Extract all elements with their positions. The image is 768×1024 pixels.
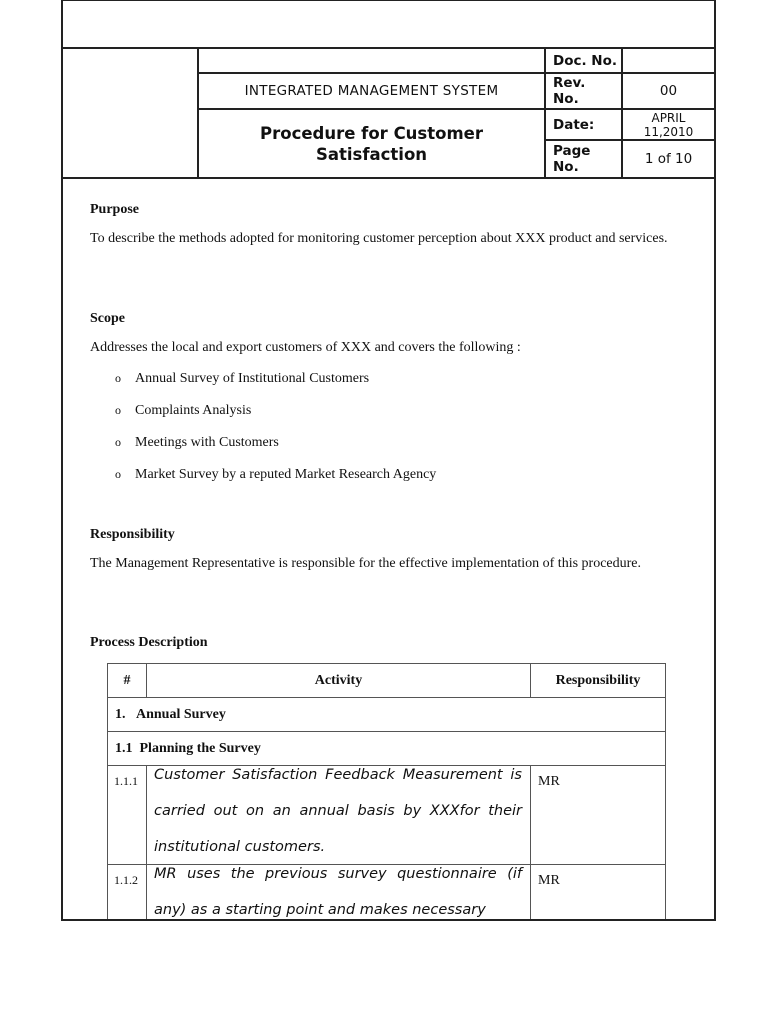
purpose-text: To describe the methods adopted for monitoring customer perception about XXX product and services. — [90, 231, 668, 246]
row-number: 1.1.1 — [114, 774, 138, 788]
procedure-title: Procedure for Customer Satisfaction — [260, 123, 483, 164]
list-item: o Annual Survey of Institutional Customers — [115, 371, 370, 386]
page-no-label: Page No. — [553, 143, 591, 175]
row-number: 1.1.2 — [114, 873, 138, 887]
list-item: o Complaints Analysis — [115, 403, 252, 418]
row-responsibility: MR — [538, 774, 560, 789]
rev-no-value: 00 — [659, 83, 678, 99]
section-annual-survey: 1. Annual Survey — [115, 706, 226, 722]
section-planning-survey: 1.1 Planning the Survey — [115, 740, 261, 756]
top-header-strip — [63, 1, 714, 49]
scope-intro: Addresses the local and export customers of XXX and covers the following : — [90, 340, 521, 355]
responsibility-text: The Management Representative is responsible for the effective implementation of this procedure. — [90, 556, 641, 571]
bullet-icon: o — [115, 371, 121, 385]
process-table — [107, 663, 666, 923]
row-responsibility: MR — [538, 873, 560, 888]
bullet-icon: o — [115, 435, 121, 449]
bullet-icon: o — [115, 403, 121, 417]
date-value: APRIL 11,2010 — [643, 110, 694, 139]
row-activity: Customer Satisfaction Feedback Measurement is carried out on an annual basis by XXXfor their institutional customers. — [154, 767, 522, 855]
doc-no-value — [623, 49, 714, 72]
column-header-activity: Activity — [314, 672, 363, 688]
scope-heading: Scope — [90, 311, 125, 326]
column-header-number: # — [123, 672, 131, 688]
purpose-heading: Purpose — [90, 202, 139, 217]
doc-no-label: Doc. No. — [553, 52, 618, 69]
list-item: o Market Survey by a reputed Market Research Agency — [115, 467, 437, 482]
system-name: INTEGRATED MANAGEMENT SYSTEM — [244, 83, 499, 99]
responsibility-heading: Responsibility — [90, 527, 175, 542]
bullet-icon: o — [115, 467, 121, 481]
rev-no-label: Rev. No. — [553, 75, 586, 107]
column-header-responsibility: Responsibility — [555, 672, 641, 688]
list-item: o Meetings with Customers — [115, 435, 279, 450]
page-no-value: 1 of 10 — [644, 151, 693, 167]
row-activity: MR uses the previous survey questionnaire (if any) as a starting point and makes necessary — [154, 866, 522, 918]
process-heading: Process Description — [90, 635, 208, 650]
document-header-table — [63, 49, 714, 179]
date-label: Date: — [553, 116, 595, 133]
